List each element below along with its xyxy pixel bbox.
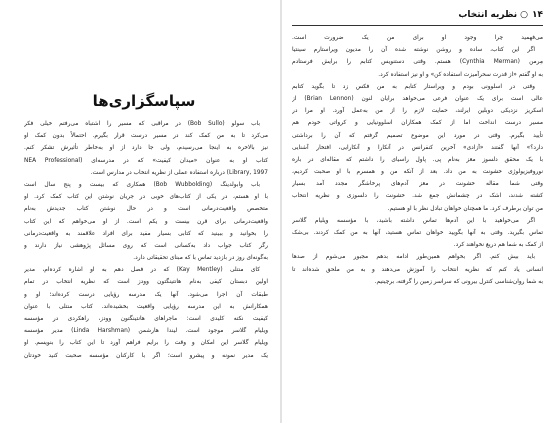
text-line: اگر این کتاب، ساده و روشن نوشته شده آن را مدیون ویراستارم سینتیا bbox=[292, 47, 535, 54]
body-text bbox=[24, 118, 268, 417]
text-line: باب وابولدینگ (Bob Wubbolding) همکاری که بیست و پنج سال است bbox=[24, 181, 260, 188]
text-line: نیز بالاخره به اینجا می‌رسیدم، ولی جا دارد از او به‌خاطر تأثیرش تشکر کنم. bbox=[24, 145, 268, 152]
text-line: وقتی در اسلوونی بودم و ویراستار کتابم به من فکس زد تا بگوید کتابم bbox=[292, 83, 535, 90]
chapter-title: نظریه انتخاب bbox=[458, 10, 518, 20]
text-line: من توان برطرف کرد. ما همچنان خواهان تبادل نظر با او هستیم. bbox=[387, 205, 543, 212]
text-line: کیفیت نکته کلیدی است: ماجراهای هانتینگتون وودز، راهکردی در مؤسسه bbox=[24, 316, 268, 322]
text-line: را بخوانید و ببینید که کتابی بسیار مفید برای افراد علاقمند به واقعیت‌درمانی bbox=[24, 230, 268, 237]
text-line: همکارانش به این مدرسه رؤیایی واقعیت بخشیده‌اند. کتاب منتلی با عنوان bbox=[24, 303, 268, 310]
text-line: متخصص واقعیت‌درمانی است و در حال نوشتن کتاب جدیدش به‌نام bbox=[24, 206, 268, 213]
text-line: به او گفتم «از قدرت سحرآمیزت استفاده کن» و او نیز استفاده کرد. bbox=[378, 71, 543, 78]
text-line: مِرمن (Cynthia Merman) هستم. وقتی دستنویس کتابم را برایش فرستادم bbox=[292, 59, 543, 66]
text-line: می‌کرد تا به من کمک کند در مسیر درست قرار بگیرم. احتمالاً بدون کمک او bbox=[24, 133, 268, 140]
text-line: باب سولو (Bob Sullo) در مراقبی که مسیر را اشتباه می‌رفتم خیلی فکر bbox=[24, 121, 261, 127]
text-line: تأیید بگیرم. وقتی در مورد این موضوع تصمیم گرفتم که آن را برداشتی bbox=[292, 132, 543, 139]
text-line: با او هستم، در یکی از کتاب‌های خوبی در جریان نوشتن این کتاب کمک کرد. او bbox=[24, 194, 268, 201]
text-line: انسانی یاد کنم که نظریه انتخاب را آموزش می‌دهند و به من ملحق شده‌اند تا bbox=[292, 266, 543, 273]
text-line: به‌گونه‌ای روز در بازدید تماس با که مبنای تحقیقاتی دارد. bbox=[133, 255, 268, 262]
page-number: ۱۴ bbox=[532, 10, 543, 20]
text-line: تماس بگیرید. وقتی به آنها بگویید خواهان تماس هستید، آنها به من کمک کردند. بی‌شک bbox=[292, 230, 543, 236]
text-line: می‌فهمید چرا وجود او برای من یک ضرورت است. bbox=[292, 35, 543, 41]
running-head bbox=[292, 10, 543, 24]
text-line: مسیر درست انداخت اما از کمک همکاران اسلوونیایی و کرواتی خودم هم bbox=[292, 120, 543, 127]
text-line: نوروفیزیولوژی خشونت به من داد. بعد از آنکه من و همسرم با او صحبت کردیم، bbox=[292, 169, 543, 176]
separator-dot: ○ bbox=[520, 10, 528, 20]
text-line: عالی است برای یک عنوان فرعی می‌خواهد برایان لنون (Brian Lennon) از bbox=[292, 95, 543, 102]
text-line: باید بیش کنم. اگر بخواهم همین‌طور ادامه بدهم مجبور می‌شوم از صدها bbox=[292, 254, 535, 261]
text-line: اسکریز نزدیکی دوبلین ایرلند، حمایت لازم را از من به‌عمل آورد. او مرا در bbox=[292, 108, 543, 115]
text-line: اگر می‌خواهید با این آدم‌ها تماس داشته باشید، با مؤسسه ویلیام گلاسر bbox=[292, 217, 535, 224]
text-line: ویلیام گلاسر این امکان و وقت را برایم فراهم آورد تا این کتاب را بنویسم. او bbox=[24, 340, 268, 347]
text-line: کشته شدند، اشک در چشمانش جمع شد. خشونت را دلسوزی و نظریه انتخاب bbox=[292, 193, 543, 200]
header-rule bbox=[292, 25, 543, 26]
text-line: کای منتلی (Kay Mentley) که در فصل دهم به او اشاره کرده‌ام، مدیر bbox=[24, 267, 260, 274]
right-page bbox=[282, 0, 555, 423]
text-line: یک مدیر نمونه و پیشرو است؛ اگر با کارکنان مؤسسه صحبت کنید خودتان bbox=[24, 352, 268, 359]
text-line: ویلیام گلاسر موجود است. لیندا هارشمن (Linda Harshman) مدیر مؤسسه bbox=[24, 328, 268, 335]
section-title: سپاسگزاری‌ها bbox=[92, 92, 196, 110]
text-line: به شما روان‌شناسی کنترل بیرونی که سراسر زمین را گرفته، برچینیم. bbox=[374, 278, 543, 285]
text-line: Library, 1997) درباره استفاده عملی از نظریه انتخاب در مدارس است. bbox=[90, 169, 268, 176]
text-line: واقعیت‌درمانی برای قرن بیست و یکم است. از او می‌خواهم که این کتاب bbox=[24, 218, 268, 225]
text-line: از کمک به شما هم دریغ نخواهند کرد. bbox=[453, 242, 543, 249]
text-line: دارد؟» آنها گفتند «آزادی» آخرین کنفرانس در آنکارا و آنکارایی، افتخار آشنایی bbox=[292, 144, 543, 151]
text-line: طبقات آن اجرا می‌شود. آنها یک مدرسه رؤیایی درست کرده‌اند؛ او و bbox=[24, 291, 268, 298]
text-line: وقتی شما مقاله خشونت در مغز آدم‌های پرخاشگر مجدد آمد بسیار bbox=[292, 181, 543, 188]
text-line: با یک محقق دلسوز مغز به‌نام پی. پاول راسیای را داشتم که مقاله‌ای در باره bbox=[292, 156, 543, 163]
body-text bbox=[292, 32, 543, 417]
text-line: کتاب او به عنوان «میدان کیفیت» که در مدرسه‌ای (NEA Professional bbox=[24, 157, 268, 164]
text-line: رگر کتاب جواب داد به‌کسانی است که روی مسائل پژوهشی نیاز دارند و bbox=[24, 242, 268, 249]
text-line: اولین دبستان کیفی به‌نام هانتینگتون وودز است که نظریه انتخاب در تمام bbox=[24, 279, 268, 286]
